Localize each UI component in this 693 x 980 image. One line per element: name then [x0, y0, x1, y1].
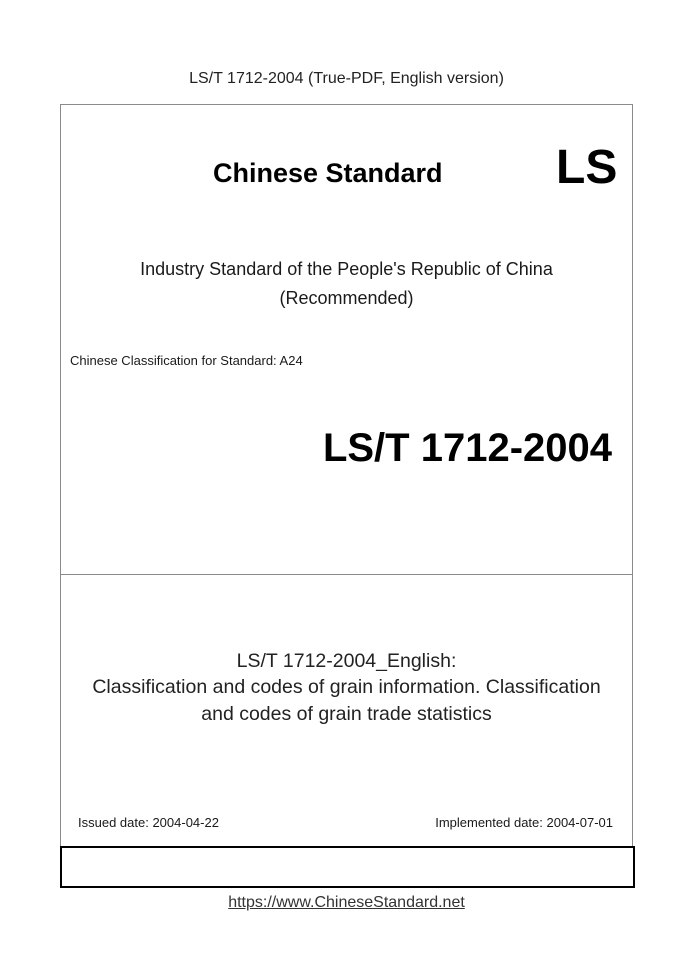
footer: [0, 894, 693, 912]
bottom-box: [60, 846, 635, 888]
standard-number: LS/T 1712-2004: [322, 426, 612, 470]
classification-text: Chinese Classification for Standard: A24: [70, 353, 303, 368]
cover-frame: [60, 104, 633, 886]
section-divider: [60, 574, 633, 575]
issued-date: Issued date: 2004-04-22: [78, 815, 219, 830]
website-link[interactable]: https://www.ChineseStandard.net: [228, 894, 465, 911]
document-title-line-1: LS/T 1712-2004_English:: [236, 650, 457, 672]
document-title-line-3: and codes of grain trade statistics: [201, 703, 492, 725]
subtitle-line-2: (Recommended): [279, 288, 414, 308]
implemented-date: Implemented date: 2004-07-01: [435, 815, 613, 830]
standard-code: LS: [556, 141, 618, 194]
subtitle-line-1: Industry Standard of the People's Republic of China: [140, 259, 553, 279]
page-header: LS/T 1712-2004 (True-PDF, English version): [189, 70, 504, 87]
document-title-line-2: Classification and codes of grain information. Classification: [92, 676, 601, 698]
brand-title: Chinese Standard: [213, 158, 443, 188]
